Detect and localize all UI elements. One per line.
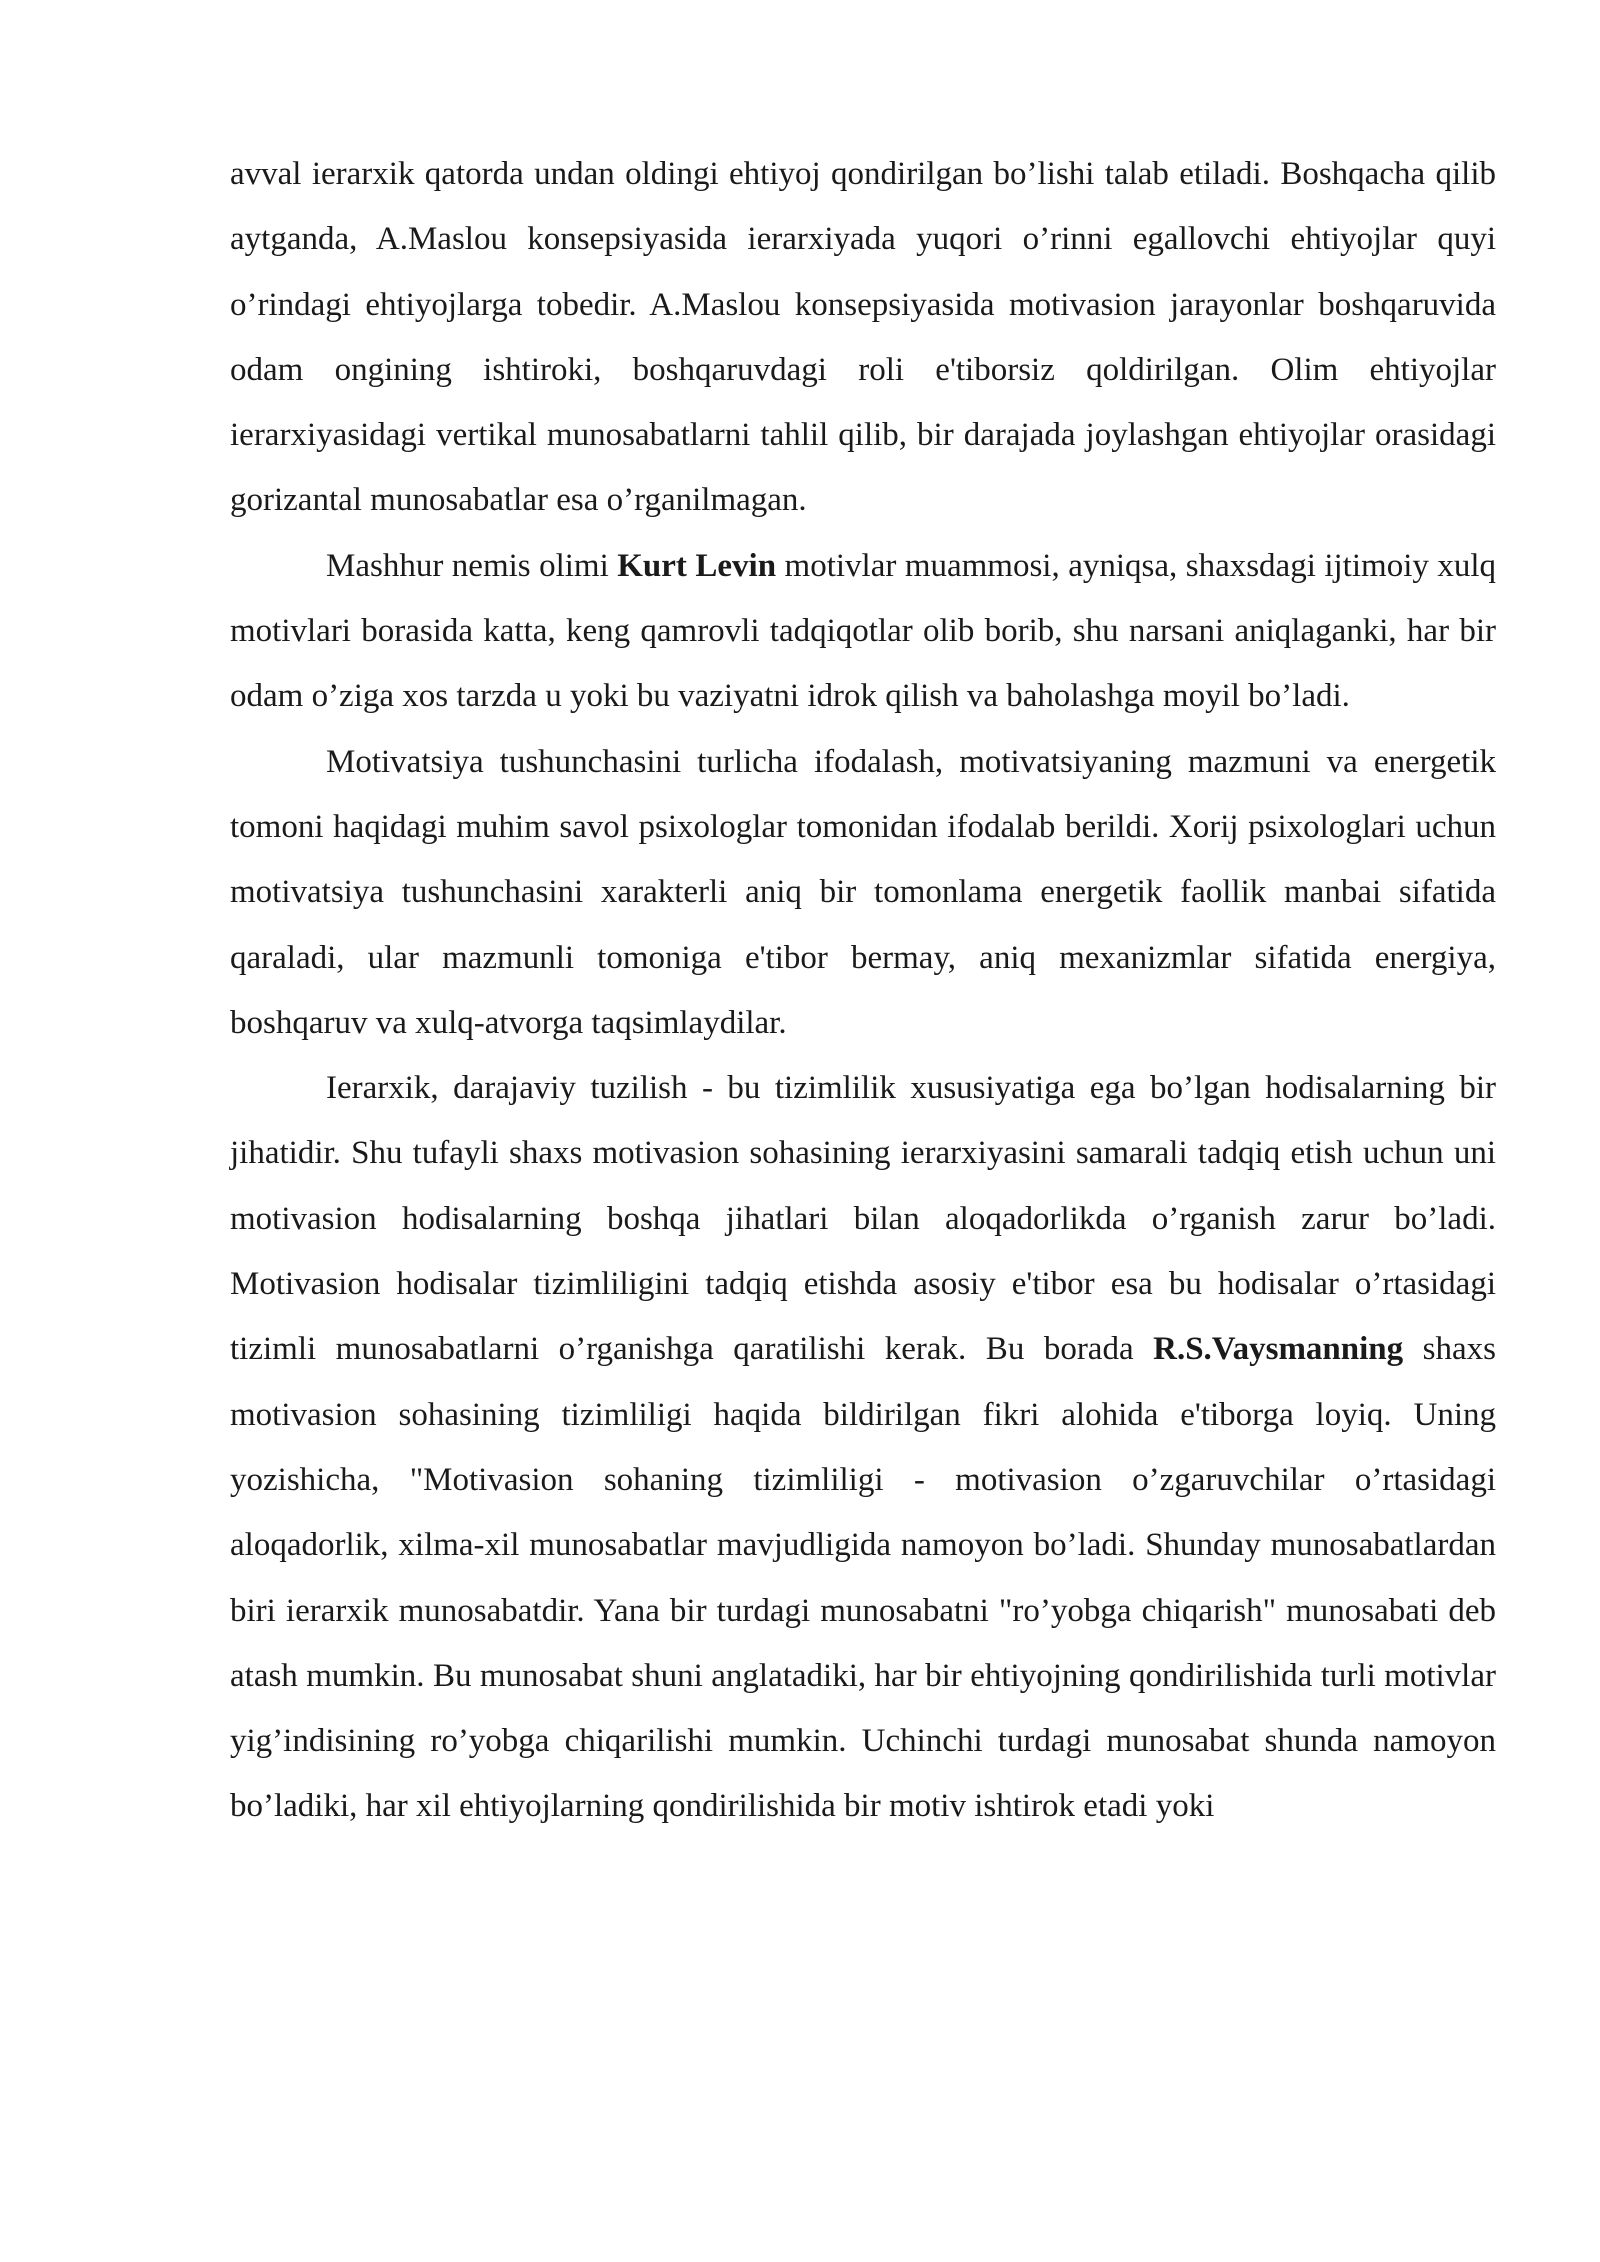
author-name-vaysmann: R.S.Vaysmanning <box>1153 1331 1404 1368</box>
paragraph-maslou-hierarchy <box>230 142 1496 534</box>
paragraph-motivation-concept <box>230 730 1496 1056</box>
paragraph-kurt-levin <box>230 534 1496 730</box>
paragraph-text: shaxs motivasion sohasining tizimliligi haqida bildirilgan fikri alohida e'tiborga loyiq. Uning yozishicha, "Motivasion sohaning tizimliligi - motivasion o’zgaruvchilar o’rtasidagi aloqadorlik, xilma-xil munosabatlar mavjudligida namoyon bo’ladi. Shunday munosabatlardan biri ierarxik munosabatdir. Yana bir turdagi munosabatni "ro’yobga chiqarish" munosabati deb atash mumkin. Bu munosabat shuni anglatadiki, har bir ehtiyojning qondirilishida turli motivlar yig’indisining ro’yobga chiqarilishi mumkin. Uchinchi turdagi munosabat shunda namoyon bo’ladiki, har xil ehtiyojlarning qondirilishida bir motiv ishtirok etadi yoki <box>230 1331 1496 1825</box>
paragraph-text: motivlar muammosi, ayniqsa, shaxsdagi ijtimoiy xulq motivlari borasida katta, keng qamrovli tadqiqotlar olib borib, shu narsani aniqlaganki, har bir odam o’ziga xos tarzda u yoki bu vaziyatni idrok qilish va baholashga moyil bo’ladi. <box>230 547 1496 715</box>
paragraph-text: avval ierarxik qatorda undan oldingi ehtiyoj qondirilgan bo’lishi talab etiladi. Boshqacha qilib aytganda, A.Maslou konsepsiyasida ierarxiyada yuqori o’rinni egallovchi ehtiyojlar quyi o’rindagi ehtiyojlarga tobedir. A.Maslou konsepsiyasida motivasion jarayonlar boshqaruvida odam ongining ishtiroki, boshqaruvdagi roli e'tiborsiz qoldirilgan. Olim ehtiyojlar ierarxiyasidagi vertikal munosabatlarni tahlil qilib, bir darajada joylashgan ehtiyojlar orasidagi gorizantal munosabatlar esa o’rganilmagan. <box>230 156 1496 519</box>
paragraph-text: Motivatsiya tushunchasini turlicha ifodalash, motivatsiyaning mazmuni va energetik tomoni haqidagi muhim savol psixologlar tomonidan ifodalab berildi. Xorij psixologlari uchun motivatsiya tushunchasini xarakterli aniq bir tomonlama energetik faollik manbai sifatida qaraladi, ular mazmunli tomoniga e'tibor bermay, aniq mexanizmlar sifatida energiya, boshqaruv va xulq-atvorga taqsimlaydilar. <box>230 743 1496 1041</box>
paragraph-text: Ierarxik, darajaviy tuzilish - bu tizimlilik xususiyatiga ega bo’lgan hodisalarning bir jihatidir. Shu tufayli shaxs motivasion sohasining ierarxiyasini samarali tadqiq etish uchun uni motivasion hodisalarning boshqa jihatlari bilan aloqadorlikda o’rganish zarur bo’ladi. Motivasion hodisalar tizimliligini tadqiq etishda asosiy e'tibor esa bu hodisalar o’rtasidagi tizimli munosabatlarni o’rganishga qaratilishi kerak. Bu borada <box>230 1070 1496 1368</box>
paragraph-hierarchical-structure <box>230 1056 1496 1840</box>
paragraph-text: Mashhur nemis olimi <box>326 547 618 584</box>
author-name-kurt-levin: Kurt Levin <box>617 547 777 584</box>
document-page <box>230 142 1496 1840</box>
